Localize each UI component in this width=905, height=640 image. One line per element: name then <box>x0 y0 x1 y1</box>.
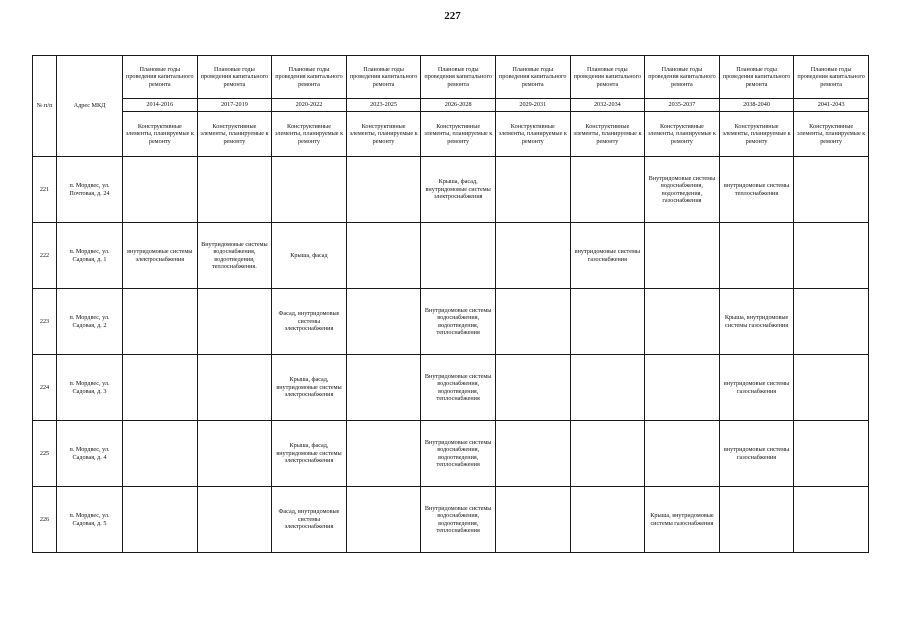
header-period-years: 2014-2016 <box>123 99 198 112</box>
repair-elements-cell <box>495 355 570 421</box>
table-row <box>33 355 869 421</box>
repair-elements-cell <box>794 421 869 487</box>
header-period-title: Плановые годы проведения капитального ремонта <box>719 56 794 99</box>
header-period-elements: Конструктивные элементы, планируемые к ремонту <box>495 112 570 157</box>
row-address: п. Мордвес, ул. Садовая, д. 2 <box>57 289 123 355</box>
repair-elements-cell <box>495 289 570 355</box>
repair-elements-cell <box>719 487 794 553</box>
repair-elements-cell <box>495 157 570 223</box>
header-period-years: 2038-2040 <box>719 99 794 112</box>
header-period-years: 2035-2037 <box>645 99 720 112</box>
header-period-years: 2023-2025 <box>346 99 421 112</box>
header-period-elements: Конструктивные элементы, планируемые к ремонту <box>346 112 421 157</box>
repair-elements-cell <box>421 223 496 289</box>
header-period-row <box>33 56 869 99</box>
repair-elements-cell <box>123 487 198 553</box>
header-period-years: 2029-2031 <box>495 99 570 112</box>
header-period-elements: Конструктивные элементы, планируемые к ремонту <box>272 112 347 157</box>
header-period-title: Плановые годы проведения капитального ремонта <box>645 56 720 99</box>
repair-elements-cell <box>346 487 421 553</box>
row-address: п. Мордвес, ул. Садовая, д. 1 <box>57 223 123 289</box>
header-period-title: Плановые годы проведения капитального ремонта <box>421 56 496 99</box>
repair-elements-cell: Крыша, фасад, внутридомовые системы электроснабжения <box>272 355 347 421</box>
repair-elements-cell: Крыша, фасад, внутридомовые системы электроснабжения <box>272 421 347 487</box>
header-elements-row <box>33 112 869 157</box>
header-years-row <box>33 99 869 112</box>
repair-elements-cell <box>570 289 645 355</box>
header-period-elements: Конструктивные элементы, планируемые к ремонту <box>197 112 272 157</box>
header-period-years: 2026-2028 <box>421 99 496 112</box>
repair-elements-cell: Крыша, фасад, внутридомовые системы электроснабжения <box>421 157 496 223</box>
repair-elements-cell <box>495 487 570 553</box>
header-address: Адрес МКД <box>57 56 123 157</box>
row-number: 224 <box>33 355 57 421</box>
header-period-years: 2041-2043 <box>794 99 869 112</box>
repair-elements-cell: Внутридомовые системы водоснабжения, водоотведения, теплоснабжения <box>421 487 496 553</box>
header-period-title: Плановые годы проведения капитального ремонта <box>123 56 198 99</box>
table-body <box>33 157 869 553</box>
repair-elements-cell <box>794 355 869 421</box>
repair-elements-cell <box>495 223 570 289</box>
repair-elements-cell <box>346 223 421 289</box>
repair-elements-cell <box>794 223 869 289</box>
table-row <box>33 421 869 487</box>
repair-elements-cell <box>495 421 570 487</box>
repair-elements-cell <box>123 355 198 421</box>
repair-elements-cell <box>197 487 272 553</box>
repair-elements-cell: Внутридомовые системы водоснабжения, водоотведения, газоснабжения <box>645 157 720 223</box>
repair-elements-cell: Внутридомовые системы водоснабжения, водоотведения, теплоснабжения <box>421 289 496 355</box>
repair-elements-cell <box>570 487 645 553</box>
repair-elements-cell <box>794 487 869 553</box>
repair-elements-cell: внутридомовые системы электроснабжения <box>123 223 198 289</box>
header-num: № п/п <box>33 56 57 157</box>
repair-elements-cell <box>197 157 272 223</box>
repair-elements-cell <box>346 355 421 421</box>
header-period-elements: Конструктивные элементы, планируемые к ремонту <box>421 112 496 157</box>
header-period-title: Плановые годы проведения капитального ремонта <box>794 56 869 99</box>
header-period-elements: Конструктивные элементы, планируемые к ремонту <box>123 112 198 157</box>
row-number: 225 <box>33 421 57 487</box>
repair-elements-cell <box>719 223 794 289</box>
repair-elements-cell: Внутридомовые системы водоснабжения, водоотведения, теплоснабжения <box>421 355 496 421</box>
page-number: 227 <box>444 10 461 22</box>
header-period-title: Плановые годы проведения капитального ремонта <box>570 56 645 99</box>
repair-elements-cell <box>794 157 869 223</box>
repair-elements-cell: внутридомовые системы теплоснабжения <box>719 157 794 223</box>
repair-elements-cell <box>197 289 272 355</box>
header-period-title: Плановые годы проведения капитального ремонта <box>346 56 421 99</box>
repair-elements-cell <box>346 289 421 355</box>
row-number: 223 <box>33 289 57 355</box>
header-period-title: Плановые годы проведения капитального ремонта <box>272 56 347 99</box>
repair-elements-cell <box>123 421 198 487</box>
header-period-title: Плановые годы проведения капитального ремонта <box>197 56 272 99</box>
repair-elements-cell <box>197 355 272 421</box>
repair-elements-cell <box>794 289 869 355</box>
repair-elements-cell <box>645 223 720 289</box>
header-period-years: 2032-2034 <box>570 99 645 112</box>
table-row <box>33 289 869 355</box>
header-period-elements: Конструктивные элементы, планируемые к ремонту <box>794 112 869 157</box>
table-row <box>33 487 869 553</box>
repair-elements-cell <box>645 289 720 355</box>
table-row <box>33 157 869 223</box>
row-address: п. Мордвес, ул. Садовая, д. 3 <box>57 355 123 421</box>
repair-elements-cell <box>346 157 421 223</box>
repair-elements-cell <box>570 421 645 487</box>
repair-elements-cell <box>346 421 421 487</box>
header-period-title: Плановые годы проведения капитального ремонта <box>495 56 570 99</box>
repair-elements-cell <box>197 421 272 487</box>
row-number: 222 <box>33 223 57 289</box>
repair-elements-cell: Крыша, внутридомовые системы газоснабжения <box>645 487 720 553</box>
repair-elements-cell: Фасад, внутридомовые системы электроснабжения <box>272 289 347 355</box>
header-period-elements: Конструктивные элементы, планируемые к ремонту <box>570 112 645 157</box>
header-period-years: 2020-2022 <box>272 99 347 112</box>
row-address: п. Мордвес, ул. Почтовая, д. 24 <box>57 157 123 223</box>
repair-elements-cell <box>570 157 645 223</box>
repair-elements-cell <box>272 157 347 223</box>
table-row <box>33 223 869 289</box>
capital-repair-schedule-table <box>32 55 869 553</box>
repair-elements-cell: внутридомовые системы газоснабжения <box>719 421 794 487</box>
header-period-years: 2017-2019 <box>197 99 272 112</box>
repair-elements-cell <box>123 157 198 223</box>
repair-elements-cell: Внутридомовые системы водоснабжения, водоотведения, теплоснабжения. <box>197 223 272 289</box>
row-number: 221 <box>33 157 57 223</box>
repair-elements-cell <box>123 289 198 355</box>
header-period-elements: Конструктивные элементы, планируемые к ремонту <box>719 112 794 157</box>
repair-elements-cell <box>645 421 720 487</box>
repair-elements-cell: внутридомовые системы газоснабжения <box>719 355 794 421</box>
repair-elements-cell: Крыша, внутридомовые системы газоснабжения <box>719 289 794 355</box>
row-address: п. Мордвес, ул. Садовая, д. 4 <box>57 421 123 487</box>
repair-elements-cell <box>645 355 720 421</box>
repair-elements-cell: Фасад, внутридомовые системы электроснабжения <box>272 487 347 553</box>
repair-elements-cell: внутридомовые системы газоснабжения <box>570 223 645 289</box>
repair-elements-cell: Внутридомовые системы водоснабжения, водоотведения, теплоснабжения <box>421 421 496 487</box>
repair-elements-cell: Крыша, фасад <box>272 223 347 289</box>
repair-elements-cell <box>570 355 645 421</box>
row-number: 226 <box>33 487 57 553</box>
row-address: п. Мордвес, ул. Садовая, д. 5 <box>57 487 123 553</box>
header-period-elements: Конструктивные элементы, планируемые к ремонту <box>645 112 720 157</box>
